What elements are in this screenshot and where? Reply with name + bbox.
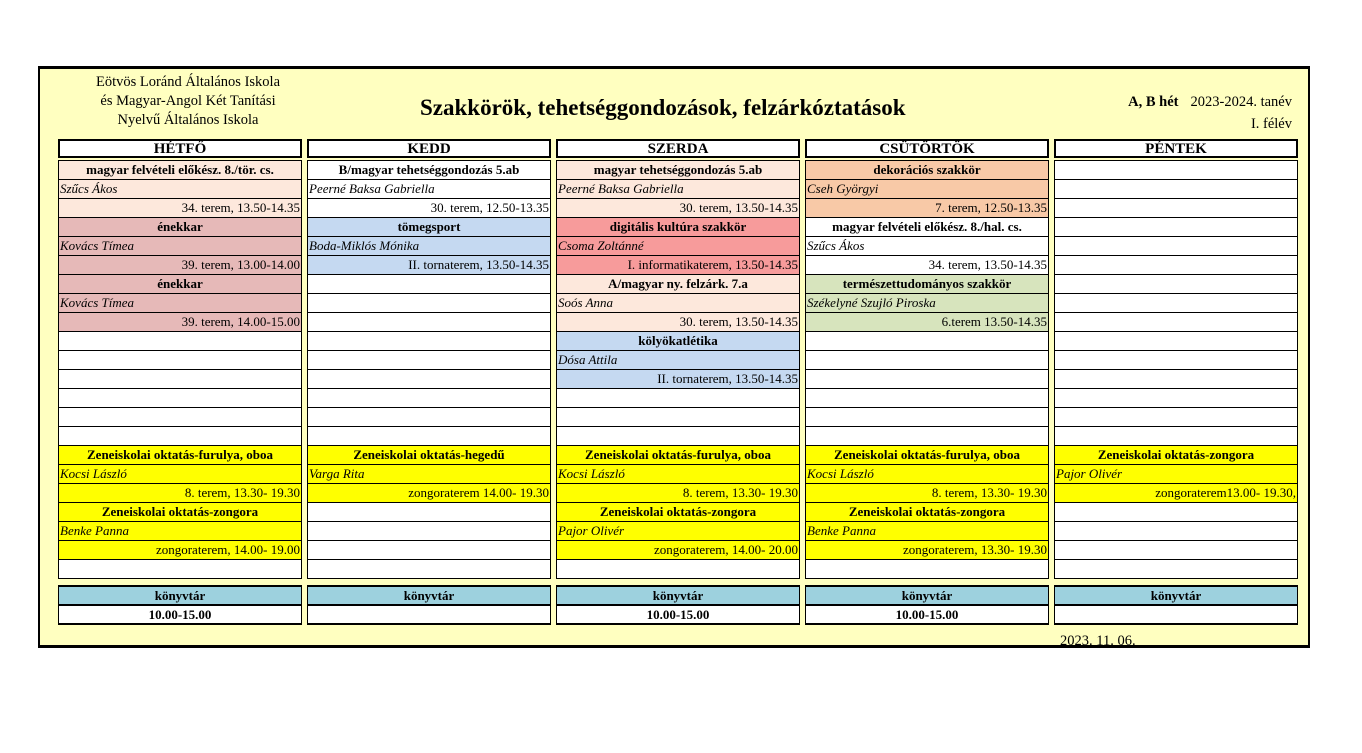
activity-place: 30. terem, 13.50-14.35 xyxy=(557,313,799,332)
activity-list xyxy=(556,160,800,579)
empty-cell xyxy=(59,389,301,408)
empty-cell xyxy=(1055,180,1297,199)
activity-place: II. tornaterem, 13.50-14.35 xyxy=(308,256,550,275)
school-year: 2023-2024. tanév xyxy=(1190,94,1292,110)
library-hours xyxy=(308,606,550,624)
activity-place: 7. terem, 12.50-13.35 xyxy=(806,199,1048,218)
activity-teacher: Kocsi László xyxy=(557,465,799,484)
activity-place: II. tornaterem, 13.50-14.35 xyxy=(557,370,799,389)
activity-teacher: Székelyné Szujló Piroska xyxy=(806,294,1048,313)
activity-teacher: Pajor Olivér xyxy=(1055,465,1297,484)
day-header: HÉTFŐ xyxy=(58,139,302,158)
activity-place: 8. terem, 13.30- 19.30 xyxy=(557,484,799,503)
activity-place: 30. terem, 13.50-14.35 xyxy=(557,199,799,218)
activity-title: magyar felvételi előkész. 8./hal. cs. xyxy=(806,218,1048,237)
empty-cell xyxy=(1055,332,1297,351)
day-header: SZERDA xyxy=(556,139,800,158)
activity-teacher: Soós Anna xyxy=(557,294,799,313)
empty-cell xyxy=(806,408,1048,427)
activity-title: kölyökatlétika xyxy=(557,332,799,351)
empty-cell xyxy=(308,560,550,579)
activity-title: énekkar xyxy=(59,275,301,294)
activity-place: zongoraterem, 14.00- 20.00 xyxy=(557,541,799,560)
activity-place: zongoraterem 14.00- 19.30 xyxy=(308,484,550,503)
activity-title: tömegsport xyxy=(308,218,550,237)
activity-place: 39. terem, 13.00-14.00 xyxy=(59,256,301,275)
activity-title: Zeneiskolai oktatás-hegedű xyxy=(308,446,550,465)
empty-cell xyxy=(308,408,550,427)
activity-place: 8. terem, 13.30- 19.30 xyxy=(806,484,1048,503)
activity-title: Zeneiskolai oktatás-furulya, oboa xyxy=(557,446,799,465)
empty-cell xyxy=(308,389,550,408)
empty-cell xyxy=(59,427,301,446)
page-title: Szakkörök, tehetséggondozások, felzárkóztatások xyxy=(420,95,906,120)
document-date: 2023. 11. 06. xyxy=(1060,633,1136,649)
activity-teacher: Kovács Tímea xyxy=(59,237,301,256)
empty-cell xyxy=(308,427,550,446)
activity-title: digitális kultúra szakkör xyxy=(557,218,799,237)
activity-title: B/magyar tehetséggondozás 5.ab xyxy=(308,161,550,180)
empty-cell xyxy=(806,560,1048,579)
activity-teacher: Szűcs Ákos xyxy=(806,237,1048,256)
empty-cell xyxy=(1055,408,1297,427)
library-label: könyvtár xyxy=(59,587,301,606)
day-column xyxy=(805,139,1049,625)
school-name-line: és Magyar-Angol Két Tanítási xyxy=(100,93,276,109)
activity-title: Zeneiskolai oktatás-furulya, oboa xyxy=(806,446,1048,465)
empty-cell xyxy=(1055,541,1297,560)
library-hours xyxy=(1055,606,1297,624)
activity-teacher: Pajor Olivér xyxy=(557,522,799,541)
empty-cell xyxy=(1055,503,1297,522)
activity-list xyxy=(1054,160,1298,579)
activity-place: zongoraterem13.00- 19.30, xyxy=(1055,484,1297,503)
library-box xyxy=(556,585,800,625)
library-label: könyvtár xyxy=(806,587,1048,606)
empty-cell xyxy=(308,541,550,560)
school-name-line: Eötvös Loránd Általános Iskola xyxy=(95,74,281,90)
library-label: könyvtár xyxy=(557,587,799,606)
empty-cell xyxy=(557,389,799,408)
empty-cell xyxy=(308,503,550,522)
school-name xyxy=(72,73,304,130)
activity-teacher: Benke Panna xyxy=(59,522,301,541)
activity-place: I. informatikaterem, 13.50-14.35 xyxy=(557,256,799,275)
activity-teacher: Csoma Zoltánné xyxy=(557,237,799,256)
activity-teacher: Kovács Tímea xyxy=(59,294,301,313)
empty-cell xyxy=(557,427,799,446)
activity-list xyxy=(58,160,302,579)
library-label: könyvtár xyxy=(308,587,550,606)
day-column xyxy=(1054,139,1298,625)
library-box xyxy=(58,585,302,625)
activity-title: magyar felvételi előkész. 8./tör. cs. xyxy=(59,161,301,180)
empty-cell xyxy=(1055,275,1297,294)
empty-cell xyxy=(1055,161,1297,180)
empty-cell xyxy=(308,294,550,313)
library-hours: 10.00-15.00 xyxy=(806,606,1048,624)
activity-title: magyar tehetséggondozás 5.ab xyxy=(557,161,799,180)
empty-cell xyxy=(1055,560,1297,579)
empty-cell xyxy=(1055,370,1297,389)
empty-cell xyxy=(59,560,301,579)
empty-cell xyxy=(308,275,550,294)
empty-cell xyxy=(1055,427,1297,446)
activity-teacher: Dósa Attila xyxy=(557,351,799,370)
empty-cell xyxy=(806,427,1048,446)
empty-cell xyxy=(308,522,550,541)
day-column xyxy=(307,139,551,625)
activity-place: 34. terem, 13.50-14.35 xyxy=(806,256,1048,275)
semester: I. félév xyxy=(1250,116,1292,132)
library-box xyxy=(307,585,551,625)
activity-place: 8. terem, 13.30- 19.30 xyxy=(59,484,301,503)
library-label: könyvtár xyxy=(1055,587,1297,606)
activity-place: 6.terem 13.50-14.35 xyxy=(806,313,1048,332)
empty-cell xyxy=(59,370,301,389)
empty-cell xyxy=(1055,237,1297,256)
activity-teacher: Boda-Miklós Mónika xyxy=(308,237,550,256)
day-column xyxy=(58,139,302,625)
week-label: A, B hét xyxy=(1128,94,1179,110)
empty-cell xyxy=(308,332,550,351)
activity-title: A/magyar ny. felzárk. 7.a xyxy=(557,275,799,294)
activity-title: énekkar xyxy=(59,218,301,237)
activity-teacher: Benke Panna xyxy=(806,522,1048,541)
activity-teacher: Peerné Baksa Gabriella xyxy=(308,180,550,199)
activity-place: 34. terem, 13.50-14.35 xyxy=(59,199,301,218)
activity-teacher: Varga Rita xyxy=(308,465,550,484)
activity-title: Zeneiskolai oktatás-zongora xyxy=(1055,446,1297,465)
library-box xyxy=(805,585,1049,625)
empty-cell xyxy=(1055,294,1297,313)
library-hours: 10.00-15.00 xyxy=(557,606,799,624)
activity-teacher: Kocsi László xyxy=(59,465,301,484)
empty-cell xyxy=(557,408,799,427)
activity-place: zongoraterem, 14.00- 19.00 xyxy=(59,541,301,560)
empty-cell xyxy=(59,351,301,370)
activity-list xyxy=(307,160,551,579)
activity-title: Zeneiskolai oktatás-zongora xyxy=(806,503,1048,522)
empty-cell xyxy=(59,408,301,427)
activity-title: Zeneiskolai oktatás-zongora xyxy=(557,503,799,522)
empty-cell xyxy=(1055,389,1297,408)
library-hours: 10.00-15.00 xyxy=(59,606,301,624)
activity-teacher: Peerné Baksa Gabriella xyxy=(557,180,799,199)
empty-cell xyxy=(308,370,550,389)
activity-teacher: Kocsi László xyxy=(806,465,1048,484)
schedule-sheet xyxy=(38,66,1310,648)
activity-list xyxy=(805,160,1049,579)
empty-cell xyxy=(806,351,1048,370)
week-info xyxy=(1128,94,1292,111)
activity-title: Zeneiskolai oktatás-furulya, oboa xyxy=(59,446,301,465)
activity-place: 39. terem, 14.00-15.00 xyxy=(59,313,301,332)
empty-cell xyxy=(1055,313,1297,332)
empty-cell xyxy=(806,332,1048,351)
empty-cell xyxy=(1055,199,1297,218)
empty-cell xyxy=(308,313,550,332)
empty-cell xyxy=(806,389,1048,408)
day-header: KEDD xyxy=(307,139,551,158)
school-name-line: Nyelvű Általános Iskola xyxy=(117,112,259,128)
empty-cell xyxy=(806,370,1048,389)
empty-cell xyxy=(308,351,550,370)
library-box xyxy=(1054,585,1298,625)
activity-title: dekorációs szakkör xyxy=(806,161,1048,180)
day-header: CSÜTÖRTÖK xyxy=(805,139,1049,158)
empty-cell xyxy=(1055,256,1297,275)
empty-cell xyxy=(1055,351,1297,370)
day-header: PÉNTEK xyxy=(1054,139,1298,158)
empty-cell xyxy=(1055,218,1297,237)
activity-teacher: Szűcs Ákos xyxy=(59,180,301,199)
activity-title: Zeneiskolai oktatás-zongora xyxy=(59,503,301,522)
activity-place: 30. terem, 12.50-13.35 xyxy=(308,199,550,218)
activity-teacher: Cseh Györgyi xyxy=(806,180,1048,199)
activity-place: zongoraterem, 13.30- 19.30 xyxy=(806,541,1048,560)
empty-cell xyxy=(1055,522,1297,541)
empty-cell xyxy=(557,560,799,579)
day-column xyxy=(556,139,800,625)
activity-title: természettudományos szakkör xyxy=(806,275,1048,294)
empty-cell xyxy=(59,332,301,351)
